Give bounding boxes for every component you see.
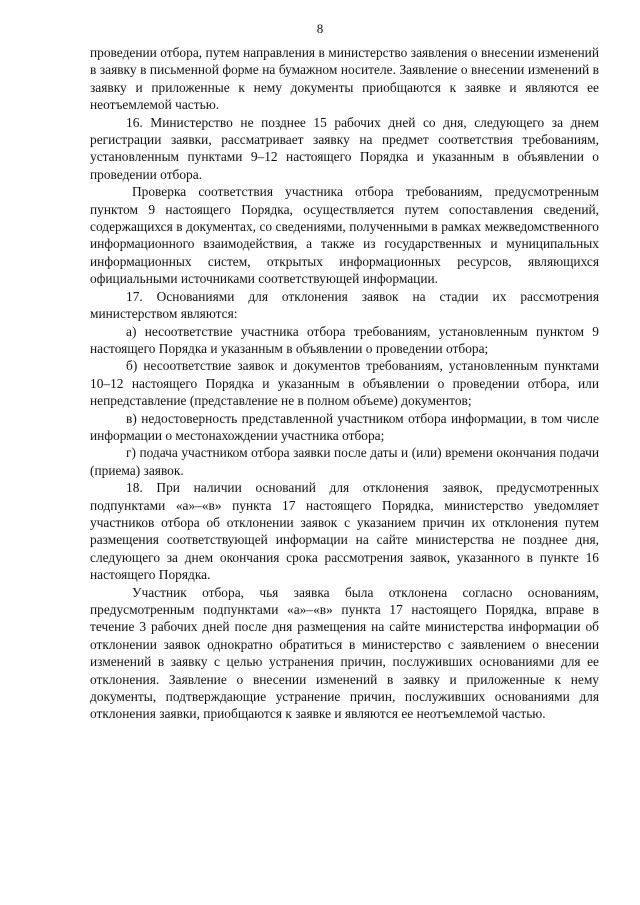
paragraph-item-17: 17. Основаниями для отклонения заявок на стадии их рассмотрения министерством являются: [90,288,599,322]
paragraph-item-18: 18. При наличии оснований для отклонения заявок, предусмотренных подпунктами «а»–«в» пункта 17 настоящего Порядка, министерство уведомляет участников отбора об отклонении заявок с указанием причин их отклонения путем размещения соответствующей информации на сайте министерства не позднее дня, следующего за днем окончания срока рассмотрения заявок, указанного в пункте 16 настоящего Порядка. [90,480,599,583]
page-number: 8 [316,21,324,36]
paragraph-continuation: проведении отбора, путем направления в министерство заявления о внесении изменений в заявку в письменной форме на бумажном носителе. Заявление о внесении изменений в заявку и приложенные к нему документы приобщаются к заявке и являются ее неотъемлемой частью. [90,45,599,113]
document-body [90,44,599,723]
paragraph-item-16: 16. Министерство не позднее 15 рабочих дней со дня, следующего за днем регистрации заявки, рассматривает заявку на предмет соответствия требованиям, установленным пунктами 9–12 настоящего Порядка и указанным в объявлении о проведении отбора. [90,114,599,182]
paragraph-verification: Проверка соответствия участника отбора требованиям, предусмотренным пунктом 9 настоящего Порядка, осуществляется путем сопоставления сведений, содержащихся в документах, со сведениями, полученными в рамках межведомственного информационного взаимодействия, а также из государственных и муниципальных информационных систем, открытых информационных ресурсов, являющихся официальными источниками соответствующей информации. [90,184,599,287]
paragraph-subitem-g: г) подача участником отбора заявки после даты и (или) времени окончания подачи (приема) заявок. [90,445,599,478]
paragraph-participant-rights: Участник отбора, чья заявка была отклонена согласно основаниям, предусмотренным подпунктами «а»–«в» пункта 17 настоящего Порядка, вправе в течение 3 рабочих дней после дня размещения на сайте министерства информации об отклонении заявок однократно обратиться в министерство с заявлением о внесении изменений в заявку с целью устранения причин, послуживших основаниями для ее отклонения. Заявление о внесении изменений в заявку и приложенные к нему документы, подтверждающие устранение причин, послуживших основаниями для отклонения заявки, приобщаются к заявке и являются ее неотъемлемой частью. [90,584,599,722]
paragraph-subitem-v: в) недостоверность представленной участником отбора информации, в том числе информации о местонахождении участника отбора; [90,410,599,443]
paragraph-subitem-b: б) несоответствие заявок и документов требованиям, установленным пунктами 10–12 настоящего Порядка и указанным в объявлении о проведении отбора, или непредставление (представление не в полном объеме) документов; [90,358,599,409]
paragraph-subitem-a: а) несоответствие участника отбора требованиям, установленным пунктом 9 настоящего Порядка и указанным в объявлении о проведении отбора; [90,323,599,356]
